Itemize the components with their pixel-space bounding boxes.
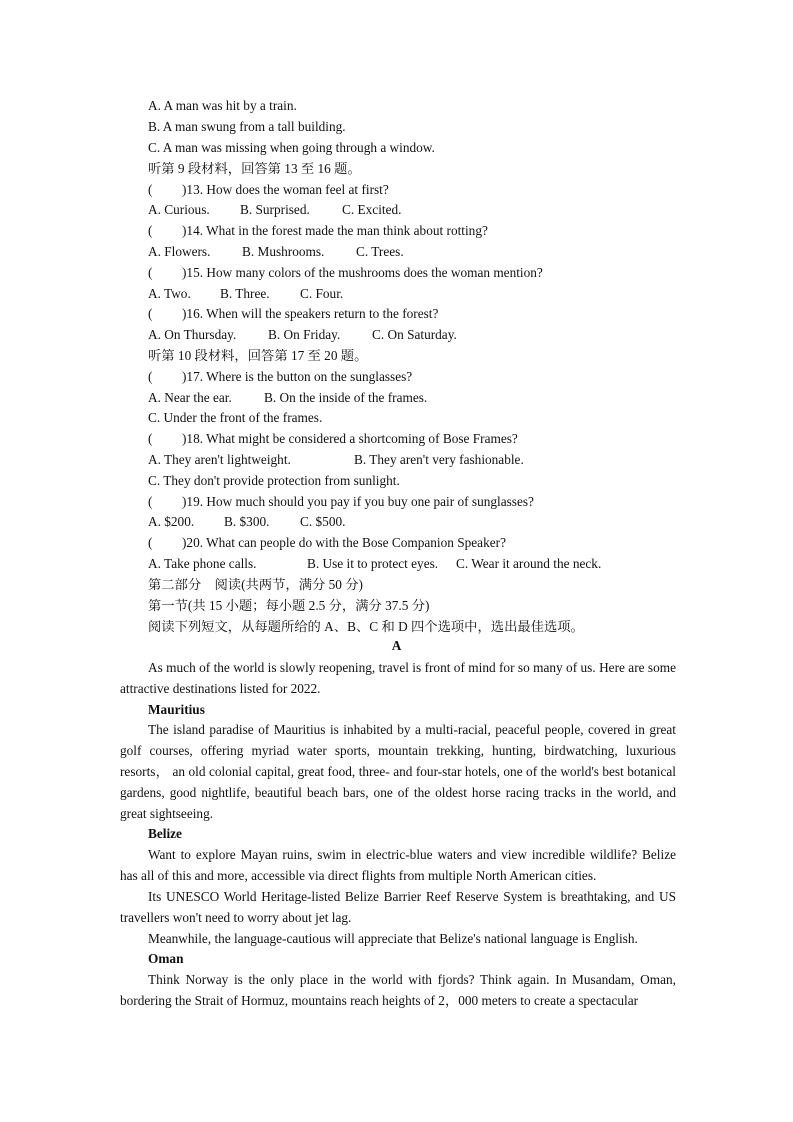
option-a: A. Near the ear. [148, 390, 232, 405]
question-text: )17. Where is the button on the sunglasses? [182, 369, 413, 384]
q16-options [148, 325, 457, 345]
question-14 [148, 221, 488, 241]
question-text: )14. What in the forest made the man think about rotting? [182, 223, 488, 238]
option-c: C. Excited. [342, 202, 402, 217]
question-16 [148, 304, 438, 324]
q12-option-b: B. A man swung from a tall building. [148, 119, 346, 134]
answer-blank: ( [148, 182, 153, 197]
section1-heading: 第一节(共 15 小题；每小题 2.5 分，满分 37.5 分) [148, 598, 430, 613]
passage-letter: A [391, 638, 402, 653]
q14-options [148, 242, 404, 262]
option-c: C. Four. [300, 286, 344, 301]
q18-options [148, 450, 524, 470]
option-c: C. $500. [300, 514, 346, 529]
oman-title: Oman [148, 951, 184, 966]
option-b: B. Mushrooms. [242, 244, 325, 259]
answer-blank: ( [148, 494, 153, 509]
q20-options [148, 554, 601, 574]
question-13 [148, 180, 389, 200]
belize-paragraph-2: Its UNESCO World Heritage-listed Belize Barrier Reef Reserve System is breathtaking, and US travellers won't need to worry about jet lag. [120, 889, 676, 925]
passage-intro: As much of the world is slowly reopening, travel is front of mind for so many of us. Here are some attractive destinations listed for 2022. [120, 660, 676, 696]
question-text: )16. When will the speakers return to the forest? [182, 306, 439, 321]
option-a: A. $200. [148, 514, 195, 529]
question-text: )18. What might be considered a shortcoming of Bose Frames? [182, 431, 518, 446]
question-text: )19. How much should you pay if you buy one pair of sunglasses? [182, 494, 534, 509]
section10-heading: 听第 10 段材料，回答第 17 至 20 题。 [148, 348, 368, 363]
question-18 [148, 429, 518, 449]
answer-blank: ( [148, 431, 153, 446]
q12-option-c: C. A man was missing when going through a window. [148, 140, 435, 155]
part2-heading: 第二部分 阅读(共两节，满分 50 分) [148, 577, 363, 592]
option-a: A. Take phone calls. [148, 556, 257, 571]
q17-options [148, 388, 427, 408]
option-c: C. Wear it around the neck. [456, 556, 602, 571]
answer-blank: ( [148, 369, 153, 384]
question-text: )20. What can people do with the Bose Companion Speaker? [182, 535, 506, 550]
question-17 [148, 367, 412, 387]
option-c: C. On Saturday. [372, 327, 457, 342]
oman-paragraph: Think Norway is the only place in the world with fjords? Think again. In Musandam, Oman, bordering the Strait of Hormuz, mountains reach heights of 2，000 meters to create a spectacular [120, 972, 676, 1008]
option-b: B. $300. [224, 514, 270, 529]
option-a: A. Curious. [148, 202, 210, 217]
question-15 [148, 263, 543, 283]
question-19 [148, 492, 534, 512]
answer-blank: ( [148, 535, 153, 550]
option-a: A. Flowers. [148, 244, 211, 259]
belize-title: Belize [148, 826, 182, 841]
q19-options [148, 512, 345, 532]
belize-paragraph-3: Meanwhile, the language-cautious will appreciate that Belize's national language is English. [148, 931, 638, 946]
answer-blank: ( [148, 306, 153, 321]
option-c: C. Trees. [356, 244, 404, 259]
answer-blank: ( [148, 265, 153, 280]
question-20 [148, 533, 506, 553]
mauritius-title: Mauritius [148, 702, 205, 717]
q13-options [148, 200, 401, 220]
option-b: B. Three. [220, 286, 270, 301]
option-b: B. Surprised. [240, 202, 310, 217]
reading-instructions: 阅读下列短文，从每题所给的 A、B、C 和 D 四个选项中，选出最佳选项。 [148, 619, 584, 634]
option-a: A. On Thursday. [148, 327, 237, 342]
section9-heading: 听第 9 段材料，回答第 13 至 16 题。 [148, 161, 361, 176]
question-text: )15. How many colors of the mushrooms does the woman mention? [182, 265, 543, 280]
question-text: )13. How does the woman feel at first? [182, 182, 389, 197]
option-b: B. They aren't very fashionable. [354, 452, 524, 467]
answer-blank: ( [148, 223, 153, 238]
q12-option-a: A. A man was hit by a train. [148, 98, 297, 113]
option-a: A. They aren't lightweight. [148, 452, 291, 467]
option-b: B. On Friday. [268, 327, 341, 342]
option-b: B. On the inside of the frames. [264, 390, 428, 405]
mauritius-paragraph: The island paradise of Mauritius is inhabited by a multi-racial, peaceful people, covered in great golf courses, offering myriad water sports, mountain trekking, hunting, birdwatching, luxurious resorts， an old colonial capital, great food, three- and four-star hotels, one of the world's best botanical gardens, good nightlife, beautiful beach bars, one of the oldest horse racing tracks in the world, and great sightseeing. [120, 722, 676, 821]
option-b: B. Use it to protect eyes. [307, 556, 439, 571]
option-a: A. Two. [148, 286, 191, 301]
belize-paragraph-1: Want to explore Mayan ruins, swim in electric-blue waters and view incredible wildlife? Belize has all of this and more, accessible via direct flights from multiple North American cities. [120, 847, 676, 883]
q18-option-c: C. They don't provide protection from sunlight. [148, 473, 400, 488]
q17-option-c: C. Under the front of the frames. [148, 410, 323, 425]
q15-options [148, 284, 343, 304]
